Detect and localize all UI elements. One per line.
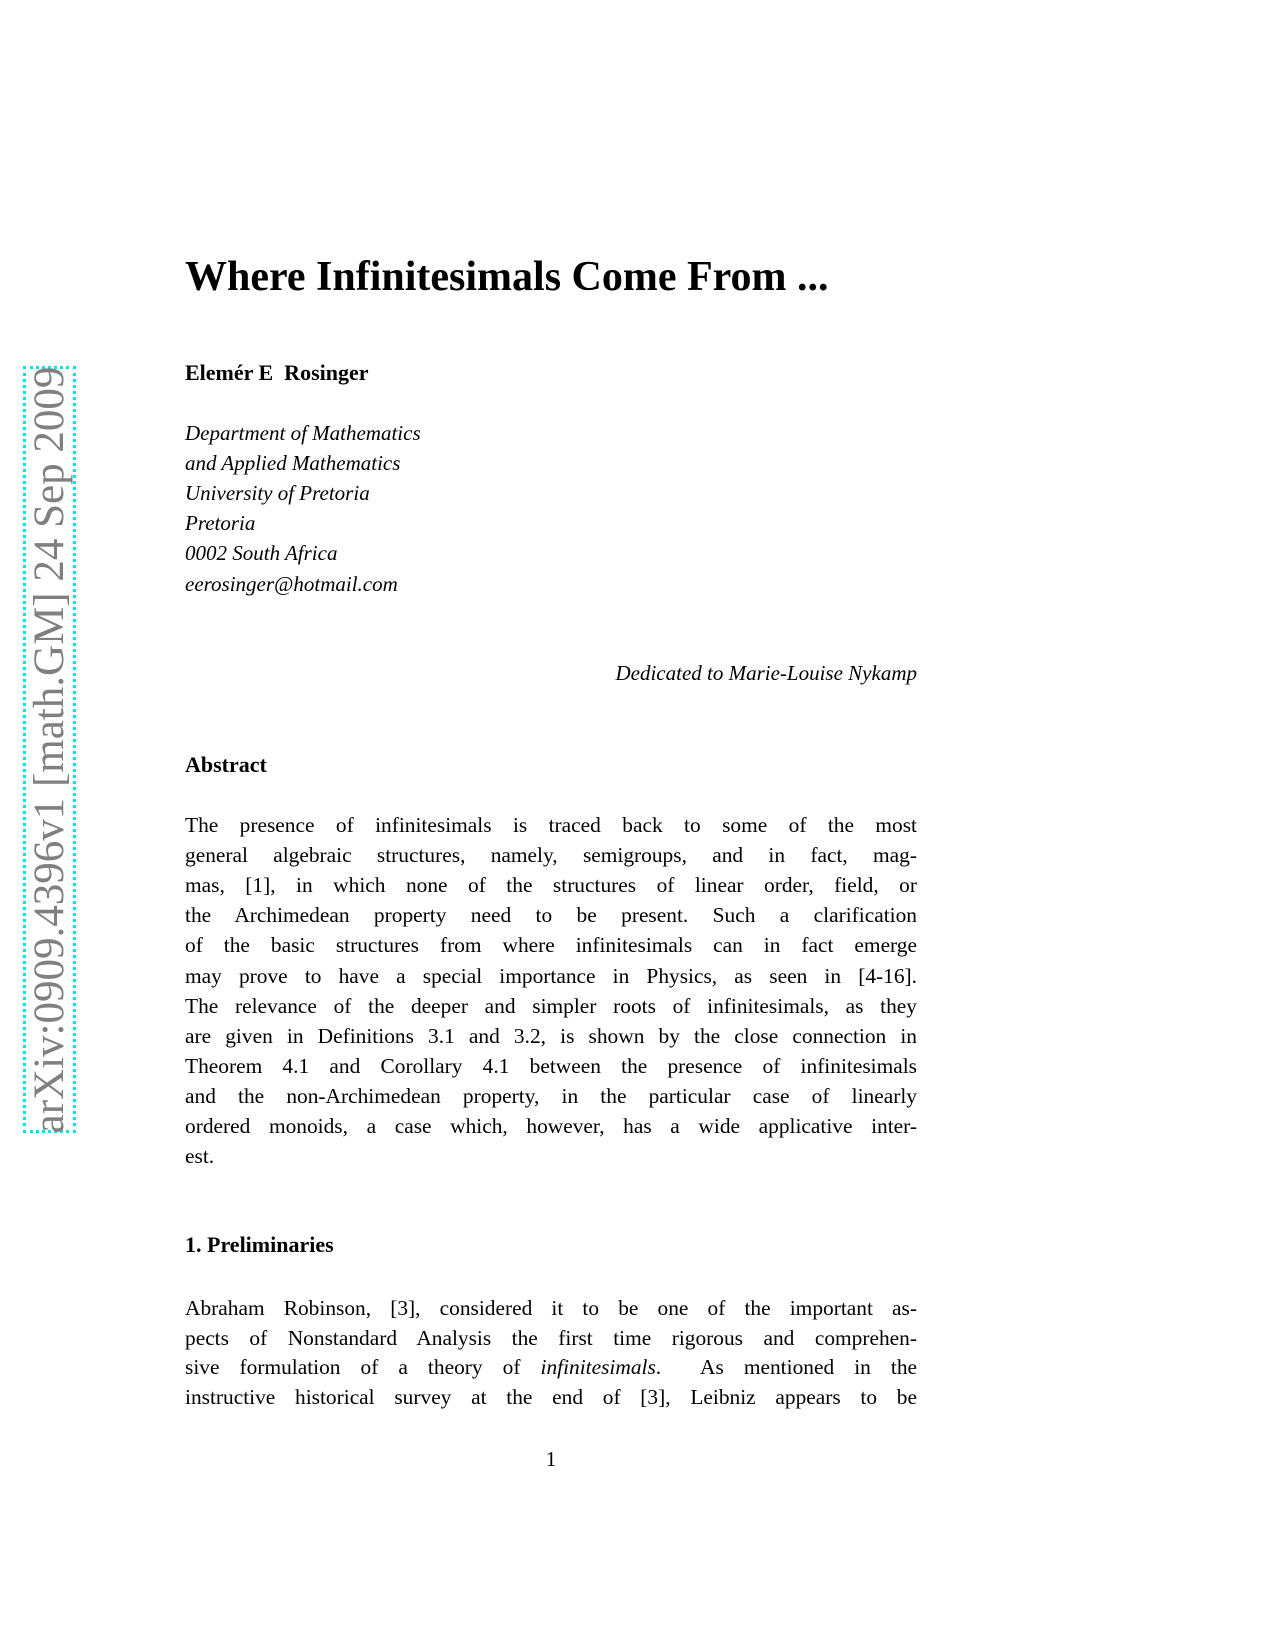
- line-text: Abraham Robinson, [3], considered it to be one of the important as-: [185, 1296, 917, 1320]
- paragraph-line: [185, 1382, 917, 1412]
- abstract-line: The presence of infinitesimals is traced back to some of the most: [185, 813, 917, 837]
- section-heading-preliminaries: 1. Preliminaries: [185, 1232, 334, 1257]
- arxiv-stamp: [23, 366, 76, 1133]
- abstract-line: Theorem 4.1 and Corollary 4.1 between the presence of infinitesimals: [185, 1053, 917, 1078]
- author-name: Elemér E Rosinger: [185, 360, 369, 385]
- affiliation-line: Pretoria: [185, 511, 256, 535]
- dedication: Dedicated to Marie-Louise Nykamp: [615, 661, 917, 685]
- paragraph-line: [185, 1293, 917, 1323]
- paragraph-line: [185, 1352, 917, 1382]
- abstract-line: are given in Definitions 3.1 and 3.2, is shown by the close connection in: [185, 1023, 917, 1048]
- paragraph-line: [185, 1323, 917, 1353]
- emphasized-term: infinitesimals: [540, 1355, 656, 1380]
- paper-title: Where Infinitesimals Come From ...: [185, 254, 829, 300]
- abstract-line: and the non-Archimedean property, in the particular case of linearly: [185, 1083, 917, 1108]
- abstract-line: ordered monoids, a case which, however, has a wide applicative inter-: [185, 1114, 917, 1138]
- abstract-line: the Archimedean property need to be present. Such a clarification: [185, 903, 917, 928]
- abstract-line: may prove to have a special importance in Physics, as seen in [4-16].: [185, 963, 917, 988]
- abstract-line: general algebraic structures, namely, semigroups, and in fact, mag-: [185, 843, 917, 868]
- line-text: sive formulation of a theory of: [185, 1355, 541, 1380]
- affiliation-line: 0002 South Africa: [185, 541, 338, 565]
- line-text: instructive historical survey at the end of [3], Leibniz appears to be: [185, 1385, 917, 1410]
- affiliation-line: University of Pretoria: [185, 481, 370, 505]
- affiliation-line: Department of Mathematics: [185, 421, 421, 445]
- line-text: . As mentioned in the: [655, 1355, 918, 1380]
- abstract-line: of the basic structures from where infinitesimals can in fact emerge: [185, 933, 917, 958]
- abstract-line: est.: [185, 1144, 215, 1169]
- arxiv-identifier: arXiv:0909.4396v1 [math.GM] 24 Sep 2009: [25, 366, 73, 1133]
- affiliation-line: and Applied Mathematics: [185, 451, 401, 475]
- abstract-heading: Abstract: [185, 752, 267, 777]
- abstract-line: The relevance of the deeper and simpler roots of infinitesimals, as they: [185, 993, 917, 1018]
- abstract-line: mas, [1], in which none of the structures of linear order, field, or: [185, 873, 917, 898]
- line-text: pects of Nonstandard Analysis the first time rigorous and comprehen-: [185, 1325, 917, 1350]
- author-email[interactable]: eerosinger@hotmail.com: [185, 572, 398, 596]
- page-number: 1: [545, 1447, 557, 1471]
